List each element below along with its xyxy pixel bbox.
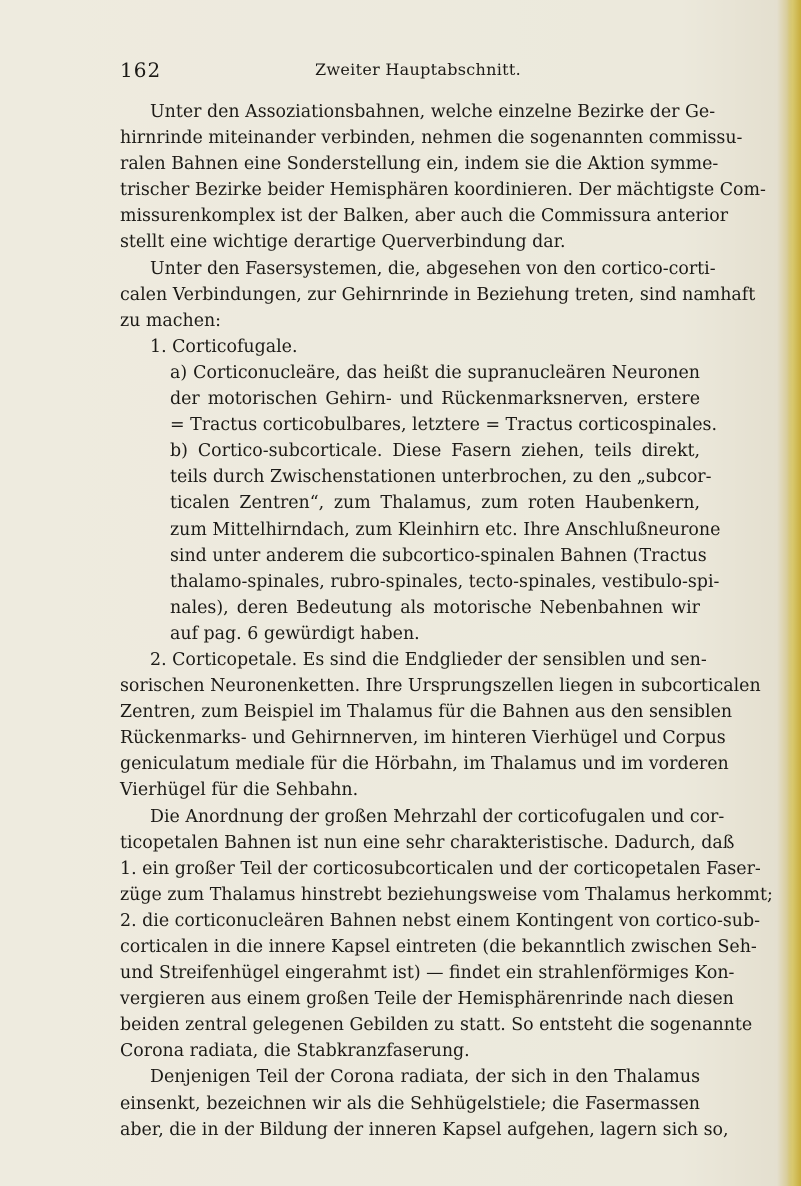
- text-line: thalamo-spinales, rubro-spinales, tecto-spinales, vestibulo-spi-: [170, 571, 720, 592]
- text-line: teils durch Zwischenstationen unterbrochen, zu den „subcor-: [170, 467, 712, 488]
- text-line: der motorischen Gehirn- und Rückenmarksnerven, erstere: [170, 389, 700, 410]
- text-line: missurenkomplex ist der Balken, aber auch die Commissura anterior: [120, 206, 729, 227]
- page-number: 162: [120, 58, 162, 82]
- text-line: Rückenmarks- und Gehirnnerven, im hinteren Vierhügel und Corpus: [120, 728, 726, 749]
- text-line: Denjenigen Teil der Corona radiata, der sich in den Thalamus: [150, 1067, 700, 1088]
- section-heading: 2. Corticopetale. Es sind die Endglieder der sensiblen und sen-: [150, 649, 707, 670]
- text-line: vergieren aus einem großen Teile der Hemisphärenrinde nach diesen: [120, 989, 734, 1010]
- text-line: Die Anordnung der großen Mehrzahl der corticofugalen und cor-: [150, 806, 725, 827]
- text-line: züge zum Thalamus hinstrebt beziehungsweise vom Thalamus herkommt;: [120, 884, 773, 905]
- text-line: a) Corticonucleäre, das heißt die supranucleären Neuronen: [170, 362, 700, 383]
- text-line: b) Cortico-subcorticale. Diese Fasern ziehen, teils direkt,: [170, 441, 700, 462]
- text-line: hirnrinde miteinander verbinden, nehmen die sogenannten commissu-: [120, 128, 743, 149]
- text-line: und Streifenhügel eingerahmt ist) — findet ein strahlenförmiges Kon-: [120, 963, 735, 984]
- text-line: = Tractus corticobulbares, letztere = Tractus corticospinales.: [170, 415, 717, 436]
- section-heading: 1. Corticofugale.: [150, 336, 298, 357]
- text-line: aber, die in der Bildung der inneren Kapsel aufgehen, lagern sich so,: [120, 1119, 729, 1140]
- text-line: zu machen:: [120, 310, 222, 331]
- page-edge: [787, 0, 801, 1186]
- text-line: zum Mittelhirndach, zum Kleinhirn etc. Ihre Anschlußneurone: [170, 519, 721, 540]
- running-head: Zweiter Hauptabschnitt.: [315, 60, 522, 79]
- body-text: [120, 99, 773, 1143]
- text-line: geniculatum mediale für die Hörbahn, im Thalamus und im vorderen: [120, 754, 729, 775]
- text-line: einsenkt, bezeichnen wir als die Sehhügelstiele; die Fasermassen: [120, 1093, 700, 1114]
- text-line: ticalen Zentren“, zum Thalamus, zum roten Haubenkern,: [170, 493, 700, 514]
- text-line: 2. die corticonucleären Bahnen nebst einem Kontingent von cortico-sub-: [120, 910, 761, 931]
- text-line: corticalen in die innere Kapsel eintreten (die bekanntlich zwischen Seh-: [120, 937, 757, 957]
- text-line: Zentren, zum Beispiel im Thalamus für die Bahnen aus den sensiblen: [120, 702, 733, 723]
- text-line: stellt eine wichtige derartige Querverbindung dar.: [120, 232, 566, 253]
- page-header: [120, 58, 700, 88]
- text-line: trischer Bezirke beider Hemisphären koordinieren. Der mächtigste Com-: [120, 180, 766, 201]
- text-line: sind unter anderem die subcortico-spinalen Bahnen (Tractus: [170, 545, 707, 566]
- text-line: sorischen Neuronenketten. Ihre Ursprungszellen liegen in subcorticalen: [120, 676, 761, 697]
- text-line: ralen Bahnen eine Sonderstellung ein, indem sie die Aktion symme-: [120, 154, 719, 175]
- text-line: 1. ein großer Teil der corticosubcorticalen und der corticopetalen Faser-: [120, 858, 761, 879]
- text-line: nales), deren Bedeutung als motorische Nebenbahnen wir: [170, 597, 700, 618]
- text-line: Unter den Assoziationsbahnen, welche einzelne Bezirke der Ge-: [150, 102, 716, 122]
- text-line: beiden zentral gelegenen Gebilden zu statt. So entsteht die sogenannte: [120, 1015, 753, 1036]
- text-line: Corona radiata, die Stabkranzfaserung.: [120, 1041, 470, 1062]
- text-line: ticopetalen Bahnen ist nun eine sehr charakteristische. Dadurch, daß: [120, 832, 735, 853]
- text-line: auf pag. 6 gewürdigt haben.: [170, 623, 420, 644]
- text-line: Vierhügel für die Sehbahn.: [120, 780, 359, 801]
- text-line: calen Verbindungen, zur Gehirnrinde in Beziehung treten, sind namhaft: [120, 284, 756, 305]
- text-line: Unter den Fasersystemen, die, abgesehen von den cortico-corti-: [150, 258, 716, 279]
